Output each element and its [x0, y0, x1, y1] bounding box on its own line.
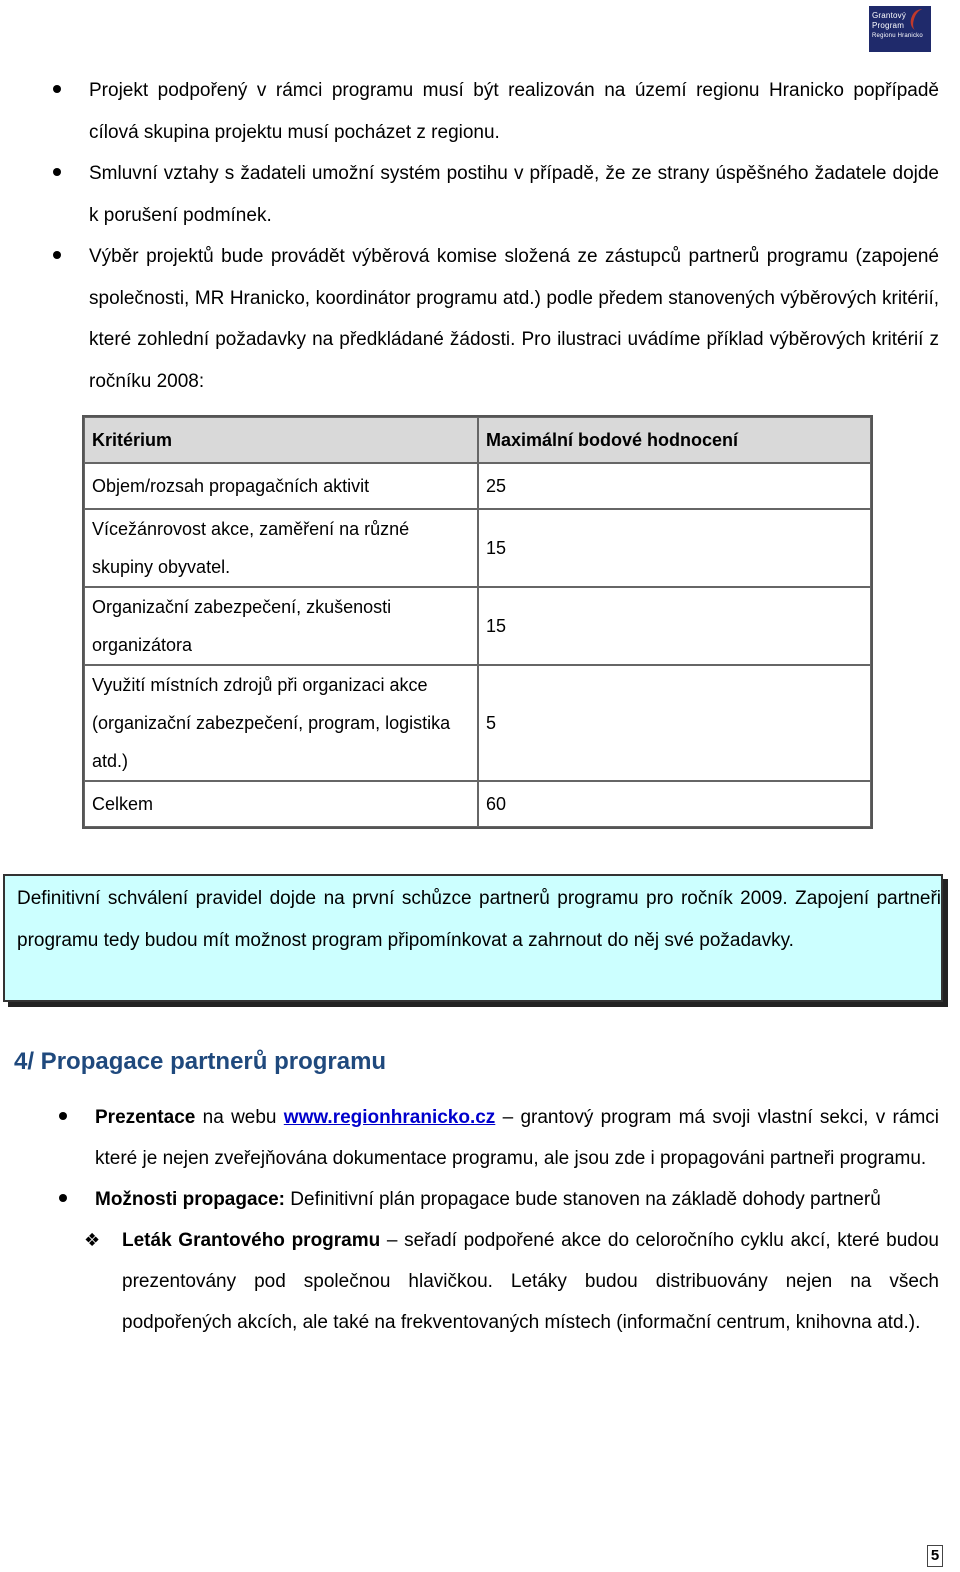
item-label: Možnosti propagace:: [95, 1189, 286, 1210]
note-text: Definitivní schválení pravidel dojde na první schůzce partnerů programu pro ročník 2009. Zapojení partneři programu tedy budou mít možnost program připomínkovat a zahrnout do něj své požadavky.: [17, 888, 941, 951]
list-item: Výběr projektů bude provádět výběrová komise složená ze zástupců partnerů programu (zapojené společnosti, MR Hranicko, koordinátor programu atd.) podle předem stanovených výběrových kritérií, které zohlední požadavky na předkládané žádosti. Pro ilustraci uvádíme příklad výběrových kritérií z ročníku 2008:: [53, 236, 939, 402]
list-item: Možnosti propagace: Definitivní plán propagace bude stanoven na základě dohody partnerů ❖ Leták Grantového programu – seřadí podpořené akce do celoročního cyklu akcí, které budou prezentovány pod společnou hlavičkou. Letáky budou distribuovány nejen na všech podpořených akcích, ale také na frekventovaných místech (informační centrum, knihovna atd.).: [59, 1179, 939, 1343]
list-item: Prezentace na webu www.regionhranicko.cz – grantový program má svoji vlastní sekci, v rámci které je nejen zveřejňována dokumentace programu, ale jsou zde i propagováni partneři programu.: [59, 1097, 939, 1179]
cell-criterion: Využití místních zdrojů při organizaci akce (organizační zabezpečení, program, logistika atd.): [84, 665, 478, 781]
header-criterion: Kritérium: [84, 417, 478, 463]
promotion-list: [59, 1097, 939, 1343]
sub-list: [84, 1220, 939, 1343]
list-item: Projekt podpořený v rámci programu musí být realizován na území regionu Hranicko popřípadě cílová skupina projektu musí pocházet z regionu.: [53, 70, 939, 153]
bullet-icon: [53, 251, 61, 259]
item-label: Prezentace: [95, 1107, 196, 1128]
cell-points: 25: [478, 463, 871, 509]
logo-line-1: Grantový: [872, 11, 907, 20]
bullet-icon: [53, 85, 61, 93]
criteria-table: [82, 415, 873, 829]
bullet-icon: [59, 1194, 67, 1202]
page-number: 5: [927, 1545, 943, 1567]
bullet-icon: [59, 1112, 67, 1120]
cell-total-label: Celkem: [84, 781, 478, 827]
logo-line-2: Program: [872, 21, 905, 30]
logo-line-3: Regionu Hranicko: [872, 33, 923, 39]
list-item: Smluvní vztahy s žadateli umožní systém postihu v případě, že ze strany úspěšného žadatele dojde k porušení podmínek.: [53, 153, 939, 236]
table-row: [84, 665, 871, 781]
cell-points: 15: [478, 587, 871, 665]
note-box: [3, 874, 943, 1002]
bullet-icon: [53, 168, 61, 176]
diamond-bullet-icon: ❖: [84, 1230, 101, 1250]
cell-criterion: Organizační zabezpečení, zkušenosti organizátora: [84, 587, 478, 665]
table-row: [84, 463, 871, 509]
cell-total-points: 60: [478, 781, 871, 827]
cell-criterion: Vícežánrovost akce, zaměření na různé skupiny obyvatel.: [84, 509, 478, 587]
header-points: Maximální bodové hodnocení: [478, 417, 871, 463]
sub-item-label: Leták Grantového programu: [122, 1230, 381, 1251]
conditions-list: [53, 70, 939, 402]
table-row: [84, 509, 871, 587]
cell-points: 15: [478, 509, 871, 587]
sub-list-item: ❖ Leták Grantového programu – seřadí podpořené akce do celoročního cyklu akcí, které budou prezentovány pod společnou hlavičkou. Letáky budou distribuovány nejen na všech podpořených akcích, ale také na frekventovaných místech (informační centrum, knihovna atd.).: [84, 1220, 939, 1343]
section-heading: 4/ Propagace partnerů programu: [14, 1048, 387, 1075]
website-link[interactable]: www.regionhranicko.cz: [283, 1107, 496, 1128]
table-row: [84, 781, 871, 827]
cell-points: 5: [478, 665, 871, 781]
table-row: [84, 587, 871, 665]
cell-criterion: Objem/rozsah propagačních aktivit: [84, 463, 478, 509]
program-logo: [869, 6, 931, 52]
table-header-row: [84, 417, 871, 463]
